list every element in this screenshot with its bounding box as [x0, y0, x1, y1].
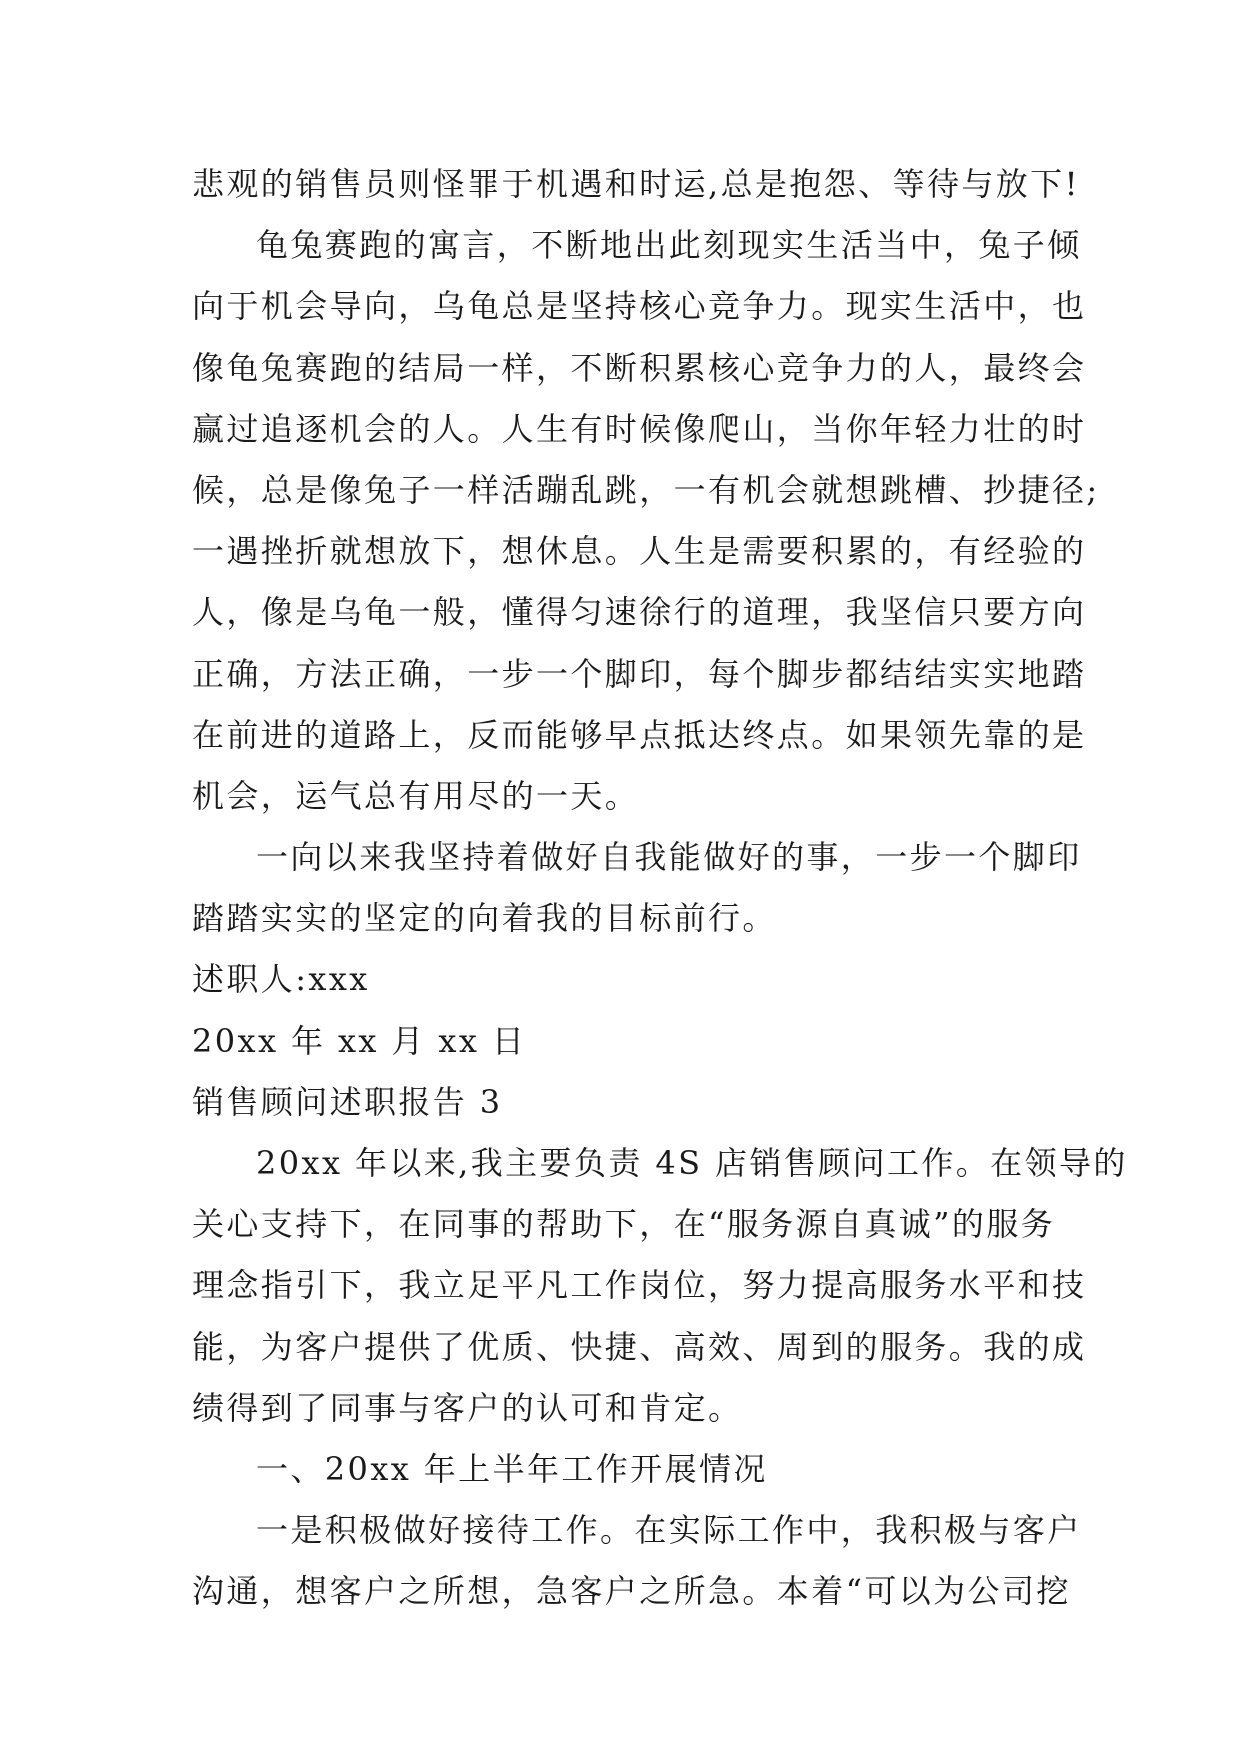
paragraph-first-line: 龟兔赛跑的寓言，不断地出此刻现实生活当中，兔子倾	[256, 226, 1082, 265]
text-line: 绩得到了同事与客户的认可和肯定。	[192, 1388, 743, 1427]
paragraph-first-line: 20xx 年以来,我主要负责 4S 店销售顾问工作。在领导的	[256, 1144, 1128, 1182]
text-line: 关心支持下，在同事的帮助下，在“服务源自真诚”的服务	[192, 1205, 1056, 1244]
text-line: 沟通，想客户之所想，急客户之所急。本着“可以为公司挖	[192, 1572, 1071, 1611]
text-line: 踏踏实实的坚定的向着我的目标前行。	[192, 899, 777, 938]
text-line: 人，像是乌龟一般，懂得匀速徐行的道理，我坚信只要方向	[192, 593, 1087, 632]
subsection-heading: 一、20xx 年上半年工作开展情况	[256, 1449, 768, 1488]
text-line: 理念指引下，我立足平凡工作岗位，努力提高服务水平和技	[192, 1266, 1087, 1305]
text-line: 机会，运气总有用尽的一天。	[192, 776, 640, 815]
report-date: 20xx 年 xx 月 xx 日	[192, 1021, 527, 1060]
text-line: 正确，方法正确，一步一个脚印，每个脚步都结结实实地踏	[192, 654, 1087, 693]
text-line: 赢过追逐机会的人。人生有时候像爬山，当你年轻力壮的时	[192, 409, 1087, 448]
document-body	[192, 154, 1128, 1623]
section-title: 销售顾问述职报告 3	[192, 1082, 503, 1121]
text-line: 向于机会导向，乌龟总是坚持核心竞争力。现实生活中，也	[192, 287, 1087, 326]
text-line: 悲观的销售员则怪罪于机遇和时运,总是抱怨、等待与放下!	[192, 165, 1080, 203]
text-line: 一遇挫折就想放下，想休息。人生是需要积累的，有经验的	[192, 532, 1087, 571]
text-line: 候，总是像兔子一样活蹦乱跳，一有机会就想跳槽、抄捷径;	[192, 470, 1100, 509]
text-line: 像龟兔赛跑的结局一样，不断积累核心竞争力的人，最终会	[192, 348, 1087, 387]
paragraph-first-line: 一向以来我坚持着做好自我能做好的事，一步一个脚印	[256, 838, 1082, 877]
paragraph-first-line: 一是积极做好接待工作。在实际工作中，我积极与客户	[256, 1511, 1082, 1550]
text-line: 在前进的道路上，反而能够早点抵达终点。如果领先靠的是	[192, 715, 1087, 754]
text-line: 能，为客户提供了优质、快捷、高效、周到的服务。我的成	[192, 1327, 1087, 1366]
reporter-signature: 述职人:xxx	[192, 960, 370, 999]
